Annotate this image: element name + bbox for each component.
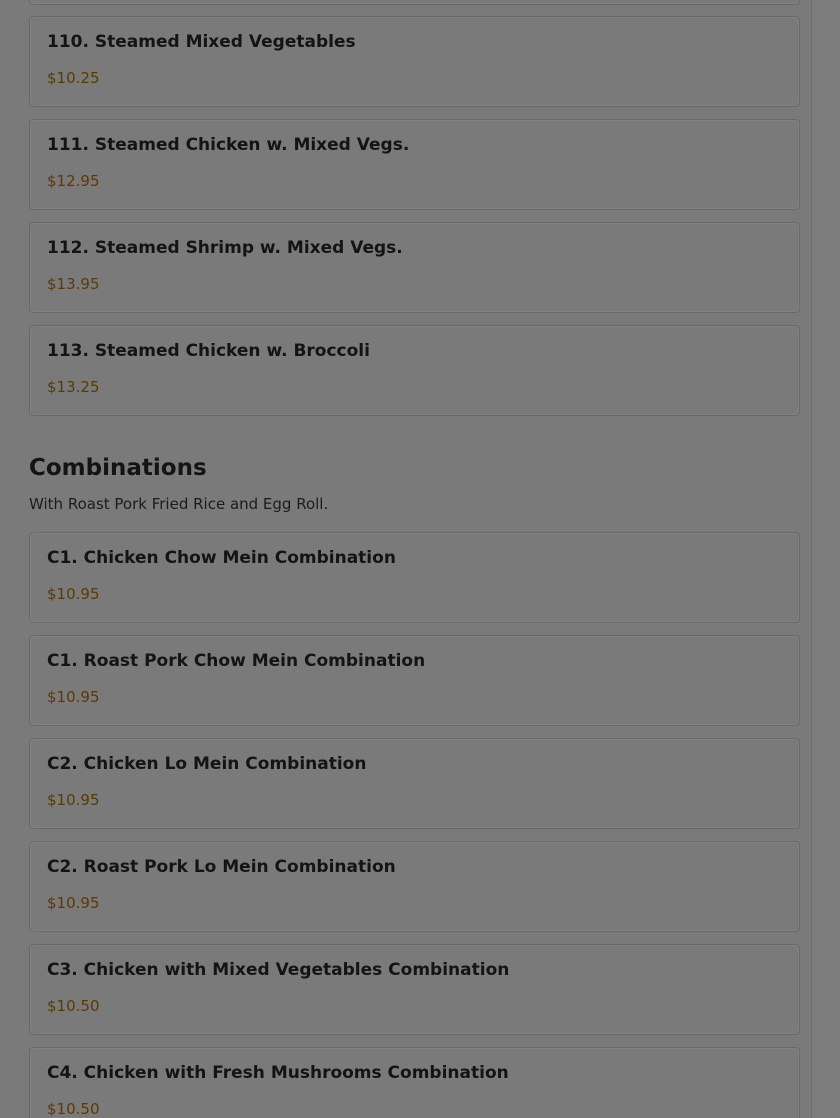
menu-item-name: 110. Steamed Mixed Vegetables (47, 32, 356, 52)
menu-item-name: C1. Roast Pork Chow Mein Combination (47, 651, 426, 671)
menu-item-price: $12.95 (47, 172, 100, 190)
menu-item-card[interactable] (29, 16, 800, 107)
menu-item-price: $10.95 (47, 894, 100, 912)
menu-item-name: 113. Steamed Chicken w. Broccoli (47, 341, 370, 361)
menu-item-name: 112. Steamed Shrimp w. Mixed Vegs. (47, 238, 403, 258)
menu-item-card[interactable] (29, 119, 800, 210)
menu-item-name: C2. Roast Pork Lo Mein Combination (47, 857, 396, 877)
section-title-combinations: Combinations (29, 455, 207, 481)
menu-item-price: $10.50 (47, 997, 100, 1015)
menu-item-price: $13.25 (47, 378, 100, 396)
menu-item-card[interactable] (29, 635, 800, 726)
menu-item-price: $10.25 (47, 69, 100, 87)
menu-item-card[interactable] (29, 325, 800, 416)
menu-item-name: C2. Chicken Lo Mein Combination (47, 754, 367, 774)
section-description: With Roast Pork Fried Rice and Egg Roll. (29, 495, 329, 513)
menu-item-card[interactable] (29, 944, 800, 1035)
menu-item-price: $10.95 (47, 791, 100, 809)
menu-item-price: $13.95 (47, 275, 100, 293)
menu-item-price: $10.95 (47, 688, 100, 706)
scrollbar-track[interactable] (811, 0, 840, 1118)
menu-item-card-partial[interactable] (29, 0, 800, 5)
menu-item-name: C3. Chicken with Mixed Vegetables Combination (47, 960, 510, 980)
menu-item-price: $10.95 (47, 585, 100, 603)
menu-item-name: C1. Chicken Chow Mein Combination (47, 548, 396, 568)
menu-item-card[interactable] (29, 738, 800, 829)
menu-item-card[interactable] (29, 532, 800, 623)
menu-item-card[interactable] (29, 222, 800, 313)
menu-item-name: C4. Chicken with Fresh Mushrooms Combination (47, 1063, 509, 1083)
menu-item-card[interactable] (29, 841, 800, 932)
menu-item-price: $10.50 (47, 1100, 100, 1118)
menu-item-name: 111. Steamed Chicken w. Mixed Vegs. (47, 135, 410, 155)
menu-item-card[interactable] (29, 1047, 800, 1118)
